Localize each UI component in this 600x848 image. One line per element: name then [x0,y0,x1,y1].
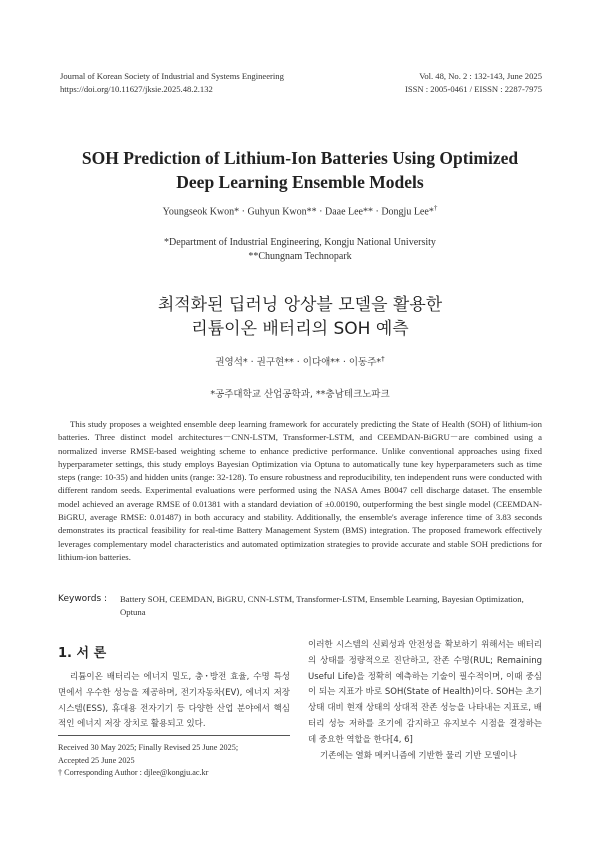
intro-paragraph-2: 기존에는 열화 메커니즘에 기반한 물리 기반 모델이나 [320,750,517,761]
footnote-received: Received 30 May 2025; Finally Revised 25 June 2025; [58,743,239,752]
affiliation-en-2: **Chungnam Technopark [248,251,352,262]
paper-title-en-line1: SOH Prediction of Lithium-Ion Batteries Using Optimized [81,148,519,168]
corresponding-mark-kr: † [381,354,385,363]
affiliations-en [40,236,560,264]
paper-title-kr [40,293,560,341]
authors-kr [40,354,560,368]
keywords [58,593,542,620]
authors-kr-names: 권영석* · 권구현** · 이다애** · 이동주* [215,357,382,368]
footnote-accepted: Accepted 25 June 2025 [58,755,135,765]
paper-title-en-line2: Deep Learning Ensemble Models [176,172,424,192]
paper-title-kr-line2: 리튬이온 배터리의 SOH 예측 [191,319,409,339]
running-header-left [60,70,284,96]
footnote-divider [58,735,290,736]
journal-name: Journal of Korean Society of Industrial and Systems Engineering [60,71,284,81]
intro-right-column [308,638,542,764]
volume-info: Vol. 48, No. 2 : 132-143, June 2025 [419,71,542,81]
abstract: This study proposes a weighted ensemble deep learning framework for accurately predicting the State of Health (SOH) of lithium-ion batteries. Three distinct model architectures－CNN-LSTM, Transformer-LSTM, and CEEMDAN-BiGRU－are combined using a normalized inverse RMSE-based weighting scheme to enhance predictive performance. Unlike conventional approaches using fixed hyperparameter settings, this study employs Bayesian Optimization via Optuna to automatically tune key hyperparameters such as time steps (range: 10-35) and hidden units (range: 32-128). To ensure robustness and reproducibility, ten independent runs were conducted with different random seeds. Experimental evaluations were performed using the NASA Ames B0047 cell discharge dataset. The ensemble model achieved an average RMSE of 0.01381 with a standard deviation of ±0.00190, outperforming the best single model (CEEMDAN-BiGRU, average RMSE: 0.01487) in both accuracy and stability. Additionally, the ensemble's average inference time of 3.83 seconds demonstrates its practical feasibility for real-time Battery Management System (BMS) integration. The proposed framework effectively leverages complementary model characteristics and automated optimization strategies to provide accurate and stable SOH predictions for lithium-ion batteries. [58,419,542,562]
section-heading-introduction: 1. 서 론 [58,646,107,661]
running-header-right [405,70,542,96]
doi-link[interactable]: https://doi.org/10.11627/jksie.2025.48.2.132 [60,84,213,94]
keywords-label: Keywords : [58,594,108,604]
intro-paragraph-1: 이러한 시스템의 신뢰성과 안전성을 확보하기 위해서는 배터리의 상태를 정량적으로 진단하고, 잔존 수명(RUL; Remaining Useful Life)을 정확히 예측하는 기술이 필수적이며, 이때 중심이 되는 지표가 바로 SOH(State of Health)이다. SOH는 초기 상태 대비 현재 상태의 상대적 잔존 성능을 나타내는 지표로, 배터리 성능 저하를 조기에 감지하고 유지보수 시점을 결정하는 데 중요한 역할을 한다[4, 6] [308,640,542,745]
keywords-text: Battery SOH, CEEMDAN, BiGRU, CNN-LSTM, Transformer-LSTM, Ensemble Learning, Bayesian Optimization, Optuna [120,594,524,618]
authors-en [40,204,560,217]
intro-left-column: 리튬이온 배터리는 에너지 밀도, 충･방전 효율, 수명 특성 면에서 우수한 성능을 제공하며, 전기자동차(EV), 에너지 저장 시스템(ESS), 휴대용 전자기기 등 다양한 산업 분야에서 핵심적인 에너지 저장 장치로 활용되고 있다. [58,672,290,730]
paper-title-kr-line1: 최적화된 딥러닝 앙상블 모델을 활용한 [157,295,443,315]
authors-en-names: Youngseok Kwon* · Guhyun Kwon** · Daae Lee** · Dongju Lee* [162,206,434,218]
corresponding-mark-en: † [433,204,438,212]
affiliations-kr: *공주대학교 산업공학과, **충남테크노파크 [210,389,390,400]
issn-info: ISSN : 2005-0461 / EISSN : 2287-7975 [404,84,542,94]
affiliation-en-1: *Department of Industrial Engineering, Kongju National University [164,237,436,248]
footnote-corresponding: † Corresponding Author : djlee@kongju.ac.kr [58,768,209,778]
footnotes [58,742,298,780]
paper-title-en [40,146,560,194]
